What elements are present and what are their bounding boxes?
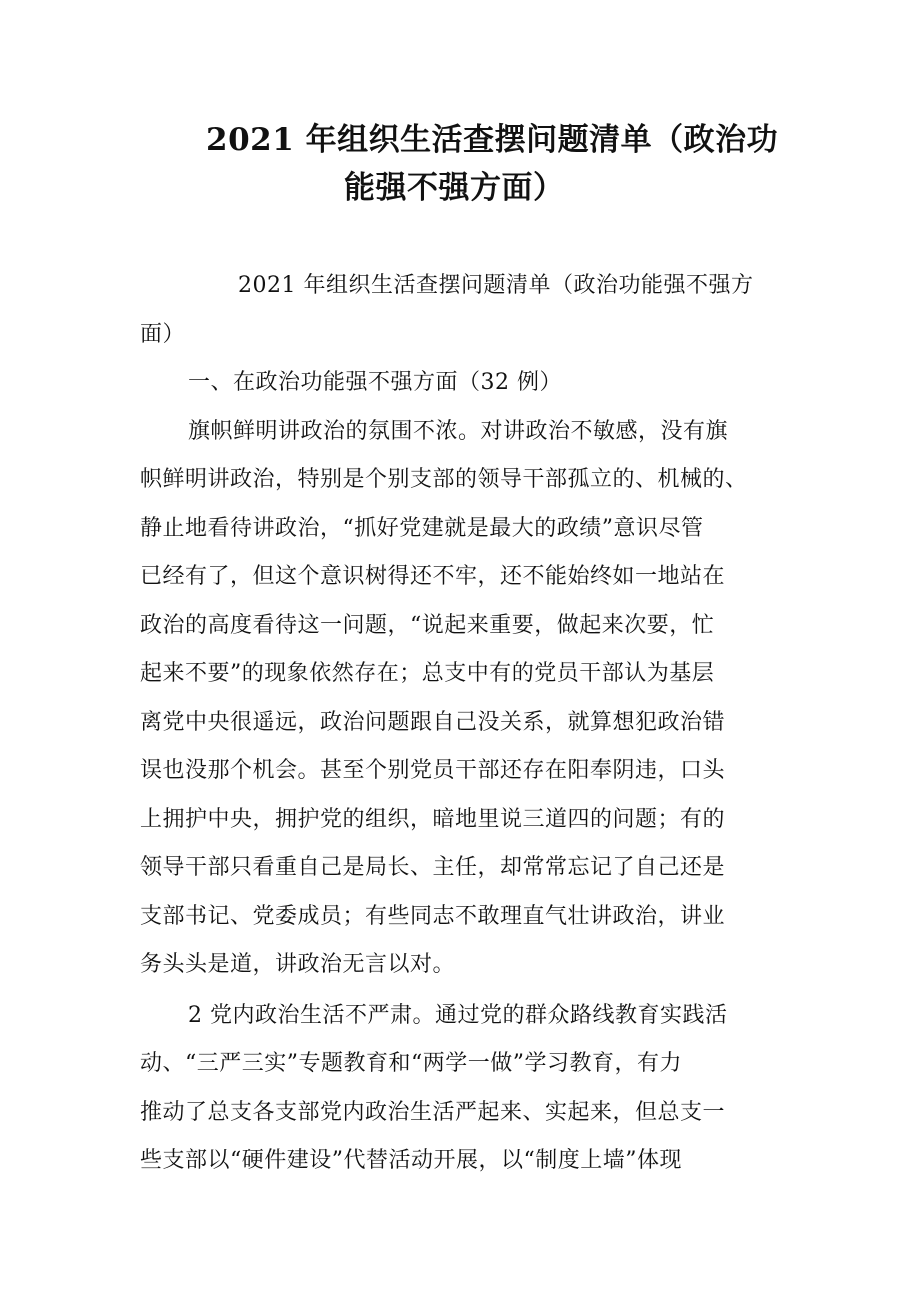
title-line-1: 2021 年组织生活查摆问题清单（政治功 (206, 122, 779, 158)
body-line-16: 2 党内政治生活不严肃。通过党的群众路线教育实践活 (188, 1002, 728, 1028)
document-title (140, 116, 780, 212)
body-line-12: 上拥护中央，拥护党的组织，暗地里说三道四的问题；有的 (140, 806, 726, 832)
body-line-14: 支部书记、党委成员；有些同志不敢理直气壮讲政治，讲业 (140, 903, 726, 929)
body-line-15: 务头头是道，讲政治无言以对。 (140, 952, 456, 977)
document-body (140, 262, 780, 1186)
section-heading: 一、在政治功能强不强方面（32 例） (188, 370, 562, 395)
body-line-17: 动、“三严三实”专题教育和“两学一做”学习教育，有力 (140, 1051, 682, 1076)
body-line-13: 领导干部只看重自己是局长、主任，却常常忘记了自己还是 (140, 855, 726, 880)
body-line-19: 些支部以“硬件建设”代替活动开展，以“制度上墙”体现 (140, 1148, 682, 1173)
body-line-7: 已经有了，但这个意识树得还不牢，还不能始终如一地站在 (140, 564, 726, 589)
body-line-8: 政治的高度看待这一问题，“说起来重要，做起来次要，忙 (140, 612, 715, 638)
body-line-10: 离党中央很遥远，政治问题跟自己没关系，就算想犯政治错 (140, 709, 726, 735)
title-line-2: 能强不强方面） (344, 170, 565, 206)
body-line-9: 起来不要”的现象依然存在；总支中有的党员干部认为基层 (140, 661, 715, 686)
body-line-6: 静止地看待讲政治，“抓好党建就是最大的政绩”意识尽管 (140, 515, 704, 541)
body-line-4: 旗帜鲜明讲政治的氛围不浓。对讲政治不敏感，没有旗 (188, 418, 729, 444)
body-line-1: 2021 年组织生活查摆问题清单（政治功能强不强方 (238, 273, 754, 298)
body-line-18: 推动了总支各支部党内政治生活严起来、实起来，但总支一 (140, 1099, 726, 1125)
body-line-5: 帜鲜明讲政治，特别是个别支部的领导干部孤立的、机械的、 (140, 467, 748, 492)
body-line-2: 面） (140, 321, 186, 347)
body-line-11: 误也没那个机会。甚至个别党员干部还存在阳奉阴违，口头 (140, 758, 726, 783)
